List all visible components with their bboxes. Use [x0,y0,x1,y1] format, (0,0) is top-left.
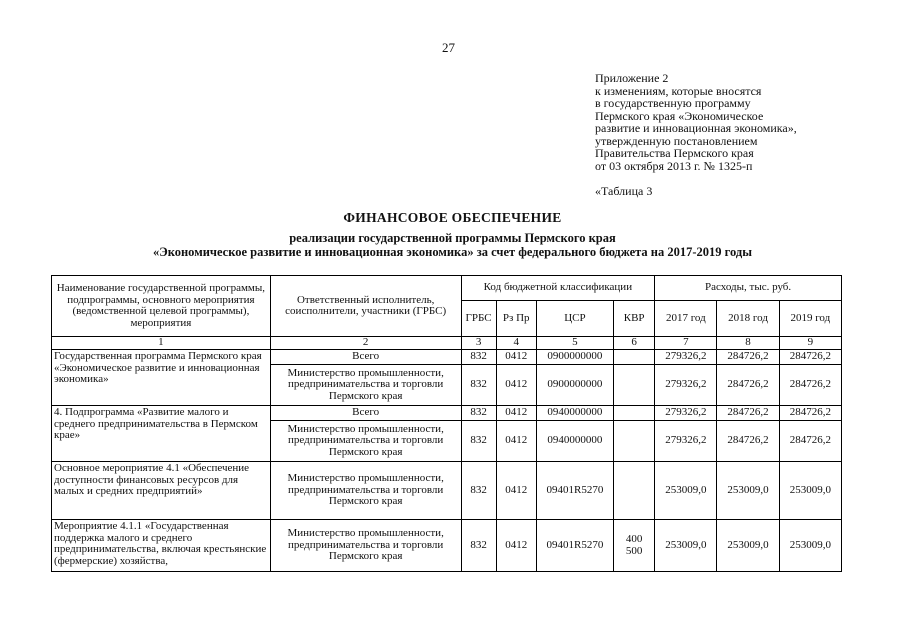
amount-2018-cell: 253009,0 [717,462,779,520]
amount-2017-cell: 279326,2 [655,406,717,421]
amount-2018-cell: 284726,2 [717,406,779,421]
table-row [52,406,842,421]
csr-cell: 0940000000 [536,406,613,421]
amount-2017-cell: 279326,2 [655,350,717,365]
header-executor: Ответственный исполнитель, соисполнители, участники (ГРБС) [270,276,461,337]
grbs-cell: 832 [461,365,496,406]
table-row [52,462,842,520]
appendix-line: Правительства Пермского края [595,146,754,160]
column-index: 5 [536,337,613,350]
amount-2017-cell: 279326,2 [655,365,717,406]
kvr-cell [614,365,655,406]
appendix-line: развитие и инновационная экономика», [595,121,797,135]
amount-2019-cell: 284726,2 [779,406,841,421]
amount-2018-cell: 284726,2 [717,421,779,462]
csr-cell: 0940000000 [536,421,613,462]
appendix-block [595,72,875,172]
table-reference: «Таблица 3 [595,184,653,198]
executor-cell: Всего [270,406,461,421]
appendix-line: в государственную программу [595,96,751,110]
main-activity-name-cell: Основное мероприятие 4.1 «Обеспечение доступности финансовых ресурсов для малых и средних предприятий» [52,462,271,520]
table-row [52,520,842,572]
header-year-2018: 2018 год [717,301,779,337]
amount-2019-cell: 284726,2 [779,421,841,462]
amount-2017-cell: 253009,0 [655,520,717,572]
grbs-cell: 832 [461,350,496,365]
amount-2017-cell: 253009,0 [655,462,717,520]
executor-cell: Министерство промышленности, предпринимательства и торговли Пермского края [270,365,461,406]
csr-cell: 0900000000 [536,365,613,406]
header-year-2017: 2017 год [655,301,717,337]
csr-cell: 0900000000 [536,350,613,365]
document-subtitle-line-1: реализации государственной программы Пермского края [289,231,616,245]
rzpr-cell: 0412 [496,350,536,365]
header-code-group: Код бюджетной классификации [461,276,655,301]
rzpr-cell: 0412 [496,520,536,572]
column-index: 6 [614,337,655,350]
amount-2019-cell: 284726,2 [779,365,841,406]
column-index-row [52,337,842,350]
kvr-code: 400 [625,533,643,545]
executor-cell: Министерство промышленности, предпринимательства и торговли Пермского края [270,520,461,572]
column-index: 7 [655,337,717,350]
amount-2018-cell: 284726,2 [717,365,779,406]
column-index: 4 [496,337,536,350]
executor-cell: Министерство промышленности, предпринимательства и торговли Пермского края [270,421,461,462]
column-index: 2 [270,337,461,350]
header-grbs: ГРБС [461,301,496,337]
header-year-2019: 2019 год [779,301,841,337]
column-index: 9 [779,337,841,350]
csr-cell: 09401R5270 [536,462,613,520]
column-index: 8 [717,337,779,350]
subprogram-name-cell: 4. Подпрограмма «Развитие малого и среднего предпринимательства в Пермском крае» [52,406,271,462]
header-csr: ЦСР [536,301,613,337]
kvr-cell [614,350,655,365]
header-name: Наименование государственной программы, подпрограммы, основного мероприятия (ведомственной целевой программы), мероприятия [52,276,271,337]
header-rzpr: Рз Пр [496,301,536,337]
amount-2019-cell: 253009,0 [779,520,841,572]
table-row [52,350,842,365]
document-title: ФИНАНСОВОЕ ОБЕСПЕЧЕНИЕ [343,210,562,225]
amount-2017-cell: 279326,2 [655,421,717,462]
appendix-line: от 03 октября 2013 г. № 1325-п [595,158,753,173]
activity-name-cell: Мероприятие 4.1.1 «Государственная поддержка малого и среднего предпринимательства, включая крестьянские (фермерские) хозяйства, [52,520,271,572]
grbs-cell: 832 [461,520,496,572]
rzpr-cell: 0412 [496,365,536,406]
program-name-cell: Государственная программа Пермского края «Экономическое развитие и инновационная экономика» [52,350,271,406]
grbs-cell: 832 [461,406,496,421]
amount-2018-cell: 253009,0 [717,520,779,572]
financing-table [51,275,842,572]
amount-2018-cell: 284726,2 [717,350,779,365]
appendix-line: Приложение 2 [595,71,669,85]
page-number: 27 [442,40,455,55]
header-expenses-group: Расходы, тыс. руб. [655,276,842,301]
appendix-line: Пермского края «Экономическое [595,108,764,123]
kvr-cell [614,520,655,572]
amount-2019-cell: 253009,0 [779,462,841,520]
kvr-code: 500 [625,544,643,557]
appendix-line: к изменениям, которые вносятся [595,83,762,98]
kvr-cell [614,421,655,462]
grbs-cell: 832 [461,421,496,462]
executor-cell: Всего [270,350,461,365]
rzpr-cell: 0412 [496,406,536,421]
grbs-cell: 832 [461,462,496,520]
header-kvr: КВР [614,301,655,337]
amount-2019-cell: 284726,2 [779,350,841,365]
column-index: 3 [461,337,496,350]
rzpr-cell: 0412 [496,462,536,520]
kvr-cell [614,406,655,421]
kvr-cell [614,462,655,520]
document-subtitle-line-2: «Экономическое развитие и инновационная экономика» за счет федерального бюджета на 2017-2019 годы [152,245,753,259]
executor-cell: Министерство промышленности, предпринимательства и торговли Пермского края [270,462,461,520]
column-index: 1 [52,337,271,350]
appendix-line: утвержденную постановлением [595,133,758,148]
csr-cell: 09401R5270 [536,520,613,572]
rzpr-cell: 0412 [496,421,536,462]
